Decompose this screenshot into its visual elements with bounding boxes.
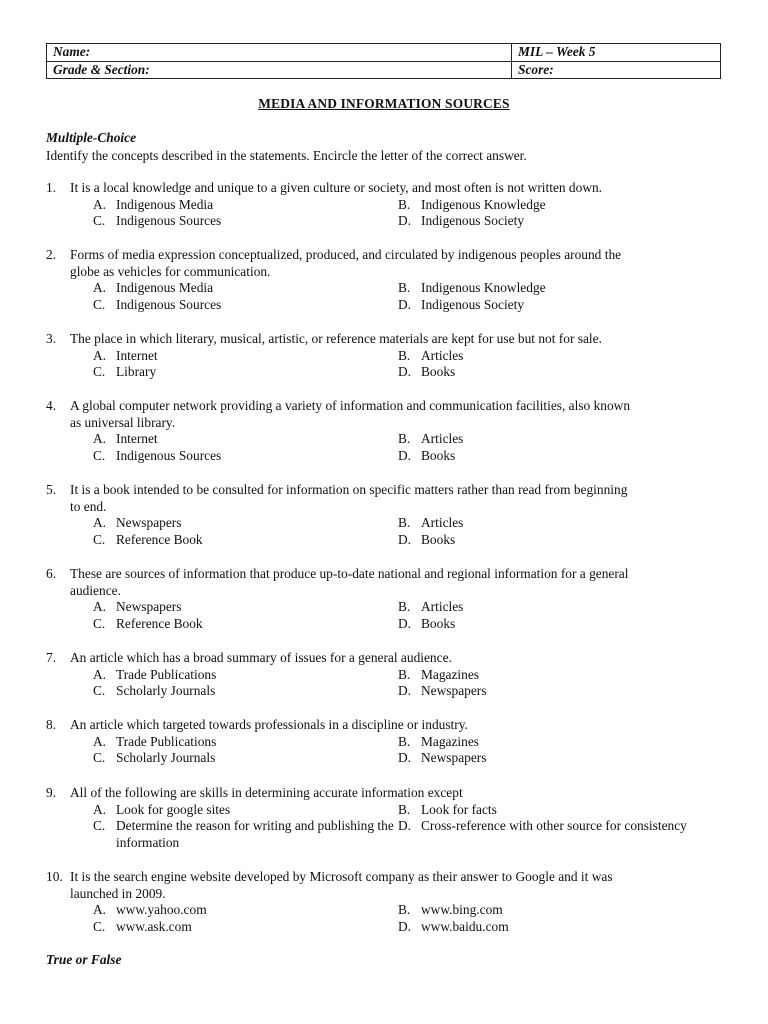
answer-option[interactable]: [398, 431, 703, 448]
option-letter: A.: [93, 666, 107, 682]
answer-options: [93, 431, 726, 464]
option-text: Books: [421, 531, 456, 547]
question-item: [46, 247, 726, 313]
option-letter: B.: [398, 733, 411, 749]
option-text: Newspapers: [421, 683, 487, 699]
answer-option[interactable]: [93, 750, 398, 767]
option-letter: A.: [93, 801, 107, 817]
option-text: Articles: [421, 515, 464, 531]
question-item: [46, 398, 726, 464]
instructions: Identify the concepts described in the statements. Encircle the letter of the correct answer.: [46, 148, 527, 163]
option-letter: C.: [93, 683, 106, 699]
answer-option[interactable]: [93, 616, 398, 633]
option-letter: B.: [398, 280, 411, 296]
option-text: Articles: [421, 599, 464, 615]
option-letter: A.: [93, 431, 107, 447]
option-letter: B.: [398, 666, 411, 682]
question-text-line: [46, 785, 726, 802]
answer-option[interactable]: [398, 683, 703, 700]
answer-option[interactable]: [398, 348, 703, 365]
option-text: Indigenous Society: [421, 296, 525, 312]
question-text: Forms of media expression conceptualized, produced, and circulated by indigenous peoples around the: [70, 247, 622, 262]
option-letter: A.: [93, 280, 107, 296]
question-text: It is a local knowledge and unique to a given culture or society, and most often is not written down.: [70, 180, 603, 195]
option-letter: D.: [398, 364, 412, 380]
answer-option[interactable]: [398, 818, 703, 851]
option-text: Indigenous Media: [116, 196, 214, 212]
option-text: Magazines: [421, 733, 480, 749]
answer-option[interactable]: [398, 213, 703, 230]
answer-options: [93, 197, 726, 230]
answer-option[interactable]: [93, 919, 398, 936]
option-text: Look for google sites: [116, 801, 231, 817]
question-item: [46, 785, 726, 851]
option-row: [93, 802, 726, 819]
answer-option[interactable]: [93, 818, 398, 851]
answer-option[interactable]: [93, 213, 398, 230]
option-text: Indigenous Knowledge: [421, 280, 546, 296]
option-letter: C.: [93, 615, 106, 631]
option-text: Indigenous Sources: [116, 447, 222, 463]
answer-option[interactable]: [398, 364, 703, 381]
option-letter: A.: [93, 347, 107, 363]
question-item: [46, 331, 726, 381]
option-row: [93, 515, 726, 532]
option-letter: A.: [93, 902, 107, 918]
answer-options: [93, 902, 726, 935]
answer-options: [93, 515, 726, 548]
answer-option[interactable]: [398, 919, 703, 936]
option-text: Indigenous Sources: [116, 296, 222, 312]
option-text: Library: [116, 364, 157, 380]
answer-option[interactable]: [398, 515, 703, 532]
answer-option[interactable]: [398, 902, 703, 919]
option-row: [93, 750, 726, 767]
answer-options: [93, 734, 726, 767]
option-text: Cross-reference with other source for consistency: [421, 818, 687, 834]
option-letter: D.: [398, 683, 412, 699]
week-label: MIL – Week 5: [512, 44, 721, 62]
question-text-line: [46, 180, 726, 197]
answer-options: [93, 667, 726, 700]
option-letter: B.: [398, 196, 411, 212]
question-text: The place in which literary, musical, artistic, or reference materials are kept for use but not for sale.: [70, 331, 602, 346]
question-text-line: [46, 331, 726, 348]
document-title: MEDIA AND INFORMATION SOURCES: [258, 96, 510, 111]
question-number: 5.: [46, 482, 57, 497]
question-text-line: [46, 499, 726, 516]
answer-option[interactable]: [93, 683, 398, 700]
question-text-line: [46, 398, 726, 415]
score-field: Score:: [512, 61, 721, 79]
option-letter: D.: [398, 213, 412, 229]
question-text: globe as vehicles for communication.: [70, 263, 271, 279]
answer-option[interactable]: [93, 902, 398, 919]
answer-options: [93, 599, 726, 632]
option-text: www.ask.com: [116, 918, 192, 934]
answer-option[interactable]: [93, 532, 398, 549]
question-text: launched in 2009.: [70, 885, 166, 901]
option-row: [93, 348, 726, 365]
question-number: 7.: [46, 650, 57, 665]
option-letter: D.: [398, 615, 412, 631]
answer-options: [93, 280, 726, 313]
question-number: 6.: [46, 566, 57, 581]
option-row: [93, 902, 726, 919]
question-number: 1.: [46, 180, 57, 195]
answer-option[interactable]: [93, 280, 398, 297]
option-letter: B.: [398, 515, 411, 531]
answer-option[interactable]: [398, 750, 703, 767]
answer-option[interactable]: [93, 599, 398, 616]
answer-option[interactable]: [398, 448, 703, 465]
option-letter: A.: [93, 515, 107, 531]
option-row: [93, 197, 726, 214]
question-item: [46, 180, 726, 230]
answer-option[interactable]: [93, 802, 398, 819]
question-text-line: [46, 264, 726, 281]
option-row: [93, 599, 726, 616]
question-text: It is a book intended to be consulted for information on specific matters rather than read from beginning: [70, 482, 628, 497]
answer-option[interactable]: [398, 667, 703, 684]
question-text: These are sources of information that produce up-to-date national and regional information for a general: [70, 566, 629, 581]
option-row: [93, 734, 726, 751]
name-field: Name:: [47, 44, 512, 62]
answer-options: [93, 802, 726, 852]
option-letter: D.: [398, 296, 412, 312]
option-letter: C.: [93, 447, 106, 463]
option-row: [93, 213, 726, 230]
option-text: Look for facts: [421, 801, 497, 817]
answer-option[interactable]: [398, 734, 703, 751]
answer-option[interactable]: [93, 431, 398, 448]
question-number: 10.: [46, 869, 63, 884]
answer-option[interactable]: [93, 734, 398, 751]
question-text-line: [46, 566, 726, 583]
question-item: [46, 650, 726, 700]
option-letter: B.: [398, 599, 411, 615]
grade-section-field: Grade & Section:: [47, 61, 512, 79]
option-letter: C.: [93, 818, 106, 834]
question-item: [46, 869, 726, 935]
answer-option[interactable]: [93, 448, 398, 465]
true-false-heading: True or False: [46, 952, 122, 967]
question-text: An article which has a broad summary of issues for a general audience.: [70, 650, 452, 665]
option-letter: B.: [398, 431, 411, 447]
option-text: www.bing.com: [421, 902, 503, 918]
option-letter: B.: [398, 902, 411, 918]
option-letter: C.: [93, 750, 106, 766]
multiple-choice-heading: Multiple-Choice: [46, 130, 137, 145]
option-row: [93, 683, 726, 700]
question-number: 3.: [46, 331, 57, 346]
answer-option[interactable]: [93, 515, 398, 532]
question-item: [46, 482, 726, 548]
option-letter: D.: [398, 531, 412, 547]
question-number: 9.: [46, 785, 57, 800]
option-letter: B.: [398, 347, 411, 363]
option-text: Newspapers: [116, 599, 182, 615]
option-text: Newspapers: [116, 515, 182, 531]
option-text: www.baidu.com: [421, 918, 509, 934]
answer-options: [93, 348, 726, 381]
option-letter: A.: [93, 599, 107, 615]
header-table: [46, 43, 721, 79]
option-letter: A.: [93, 196, 107, 212]
question-text: A global computer network providing a variety of information and communication facilities, also known: [70, 398, 631, 413]
question-number: 8.: [46, 717, 57, 732]
question-text-line: [46, 886, 726, 903]
option-row: [93, 448, 726, 465]
option-text: Books: [421, 447, 456, 463]
answer-option[interactable]: [93, 348, 398, 365]
answer-option[interactable]: [93, 667, 398, 684]
option-text: Reference Book: [116, 531, 203, 547]
question-text: An article which targeted towards professionals in a discipline or industry.: [70, 717, 468, 732]
option-text: Articles: [421, 347, 464, 363]
option-text: Trade Publications: [116, 733, 217, 749]
question-item: [46, 717, 726, 767]
option-letter: D.: [398, 918, 412, 934]
answer-option[interactable]: [93, 297, 398, 314]
option-row: [93, 280, 726, 297]
question-text: All of the following are skills in determining accurate information except: [70, 785, 463, 800]
question-text-line: [46, 415, 726, 432]
option-letter: C.: [93, 918, 106, 934]
question-text-line: [46, 583, 726, 600]
option-letter: D.: [398, 818, 412, 834]
option-row: [93, 297, 726, 314]
option-letter: C.: [93, 213, 106, 229]
option-text: Scholarly Journals: [116, 750, 216, 766]
answer-option[interactable]: [398, 616, 703, 633]
option-letter: A.: [93, 733, 107, 749]
question-text-line: [46, 650, 726, 667]
question-text-line: [46, 482, 726, 499]
option-text: Trade Publications: [116, 666, 217, 682]
option-text: Books: [421, 364, 456, 380]
answer-option[interactable]: [398, 197, 703, 214]
question-text-line: [46, 869, 726, 886]
question-number: 4.: [46, 398, 57, 413]
question-text-line: [46, 717, 726, 734]
question-text: audience.: [70, 582, 121, 598]
option-row: [93, 616, 726, 633]
option-text: Internet: [116, 431, 158, 447]
option-letter: C.: [93, 531, 106, 547]
option-text: Determine the reason for writing and publishing the information: [116, 818, 394, 850]
question-text-line: [46, 247, 726, 264]
option-text: Indigenous Society: [421, 213, 525, 229]
option-text: Indigenous Knowledge: [421, 196, 546, 212]
answer-option[interactable]: [398, 599, 703, 616]
answer-option[interactable]: [398, 532, 703, 549]
option-text: www.yahoo.com: [116, 902, 207, 918]
question-text: to end.: [70, 498, 107, 514]
option-letter: B.: [398, 801, 411, 817]
option-text: Magazines: [421, 666, 480, 682]
option-letter: D.: [398, 750, 412, 766]
option-row: [93, 431, 726, 448]
option-text: Newspapers: [421, 750, 487, 766]
answer-option[interactable]: [398, 297, 703, 314]
question-text: It is the search engine website developed by Microsoft company as their answer to Google and it was: [70, 869, 613, 884]
option-row: [93, 667, 726, 684]
option-text: Internet: [116, 347, 158, 363]
option-text: Scholarly Journals: [116, 683, 216, 699]
option-letter: D.: [398, 447, 412, 463]
answer-option[interactable]: [398, 280, 703, 297]
option-row: [93, 818, 726, 851]
option-text: Articles: [421, 431, 464, 447]
option-row: [93, 919, 726, 936]
answer-option[interactable]: [398, 802, 703, 819]
option-text: Reference Book: [116, 615, 203, 631]
answer-option[interactable]: [93, 364, 398, 381]
question-text: as universal library.: [70, 414, 176, 430]
question-item: [46, 566, 726, 632]
option-text: Books: [421, 615, 456, 631]
option-letter: C.: [93, 364, 106, 380]
option-letter: C.: [93, 296, 106, 312]
option-row: [93, 532, 726, 549]
option-text: Indigenous Sources: [116, 213, 222, 229]
option-row: [93, 364, 726, 381]
question-number: 2.: [46, 247, 57, 262]
option-text: Indigenous Media: [116, 280, 214, 296]
answer-option[interactable]: [93, 197, 398, 214]
